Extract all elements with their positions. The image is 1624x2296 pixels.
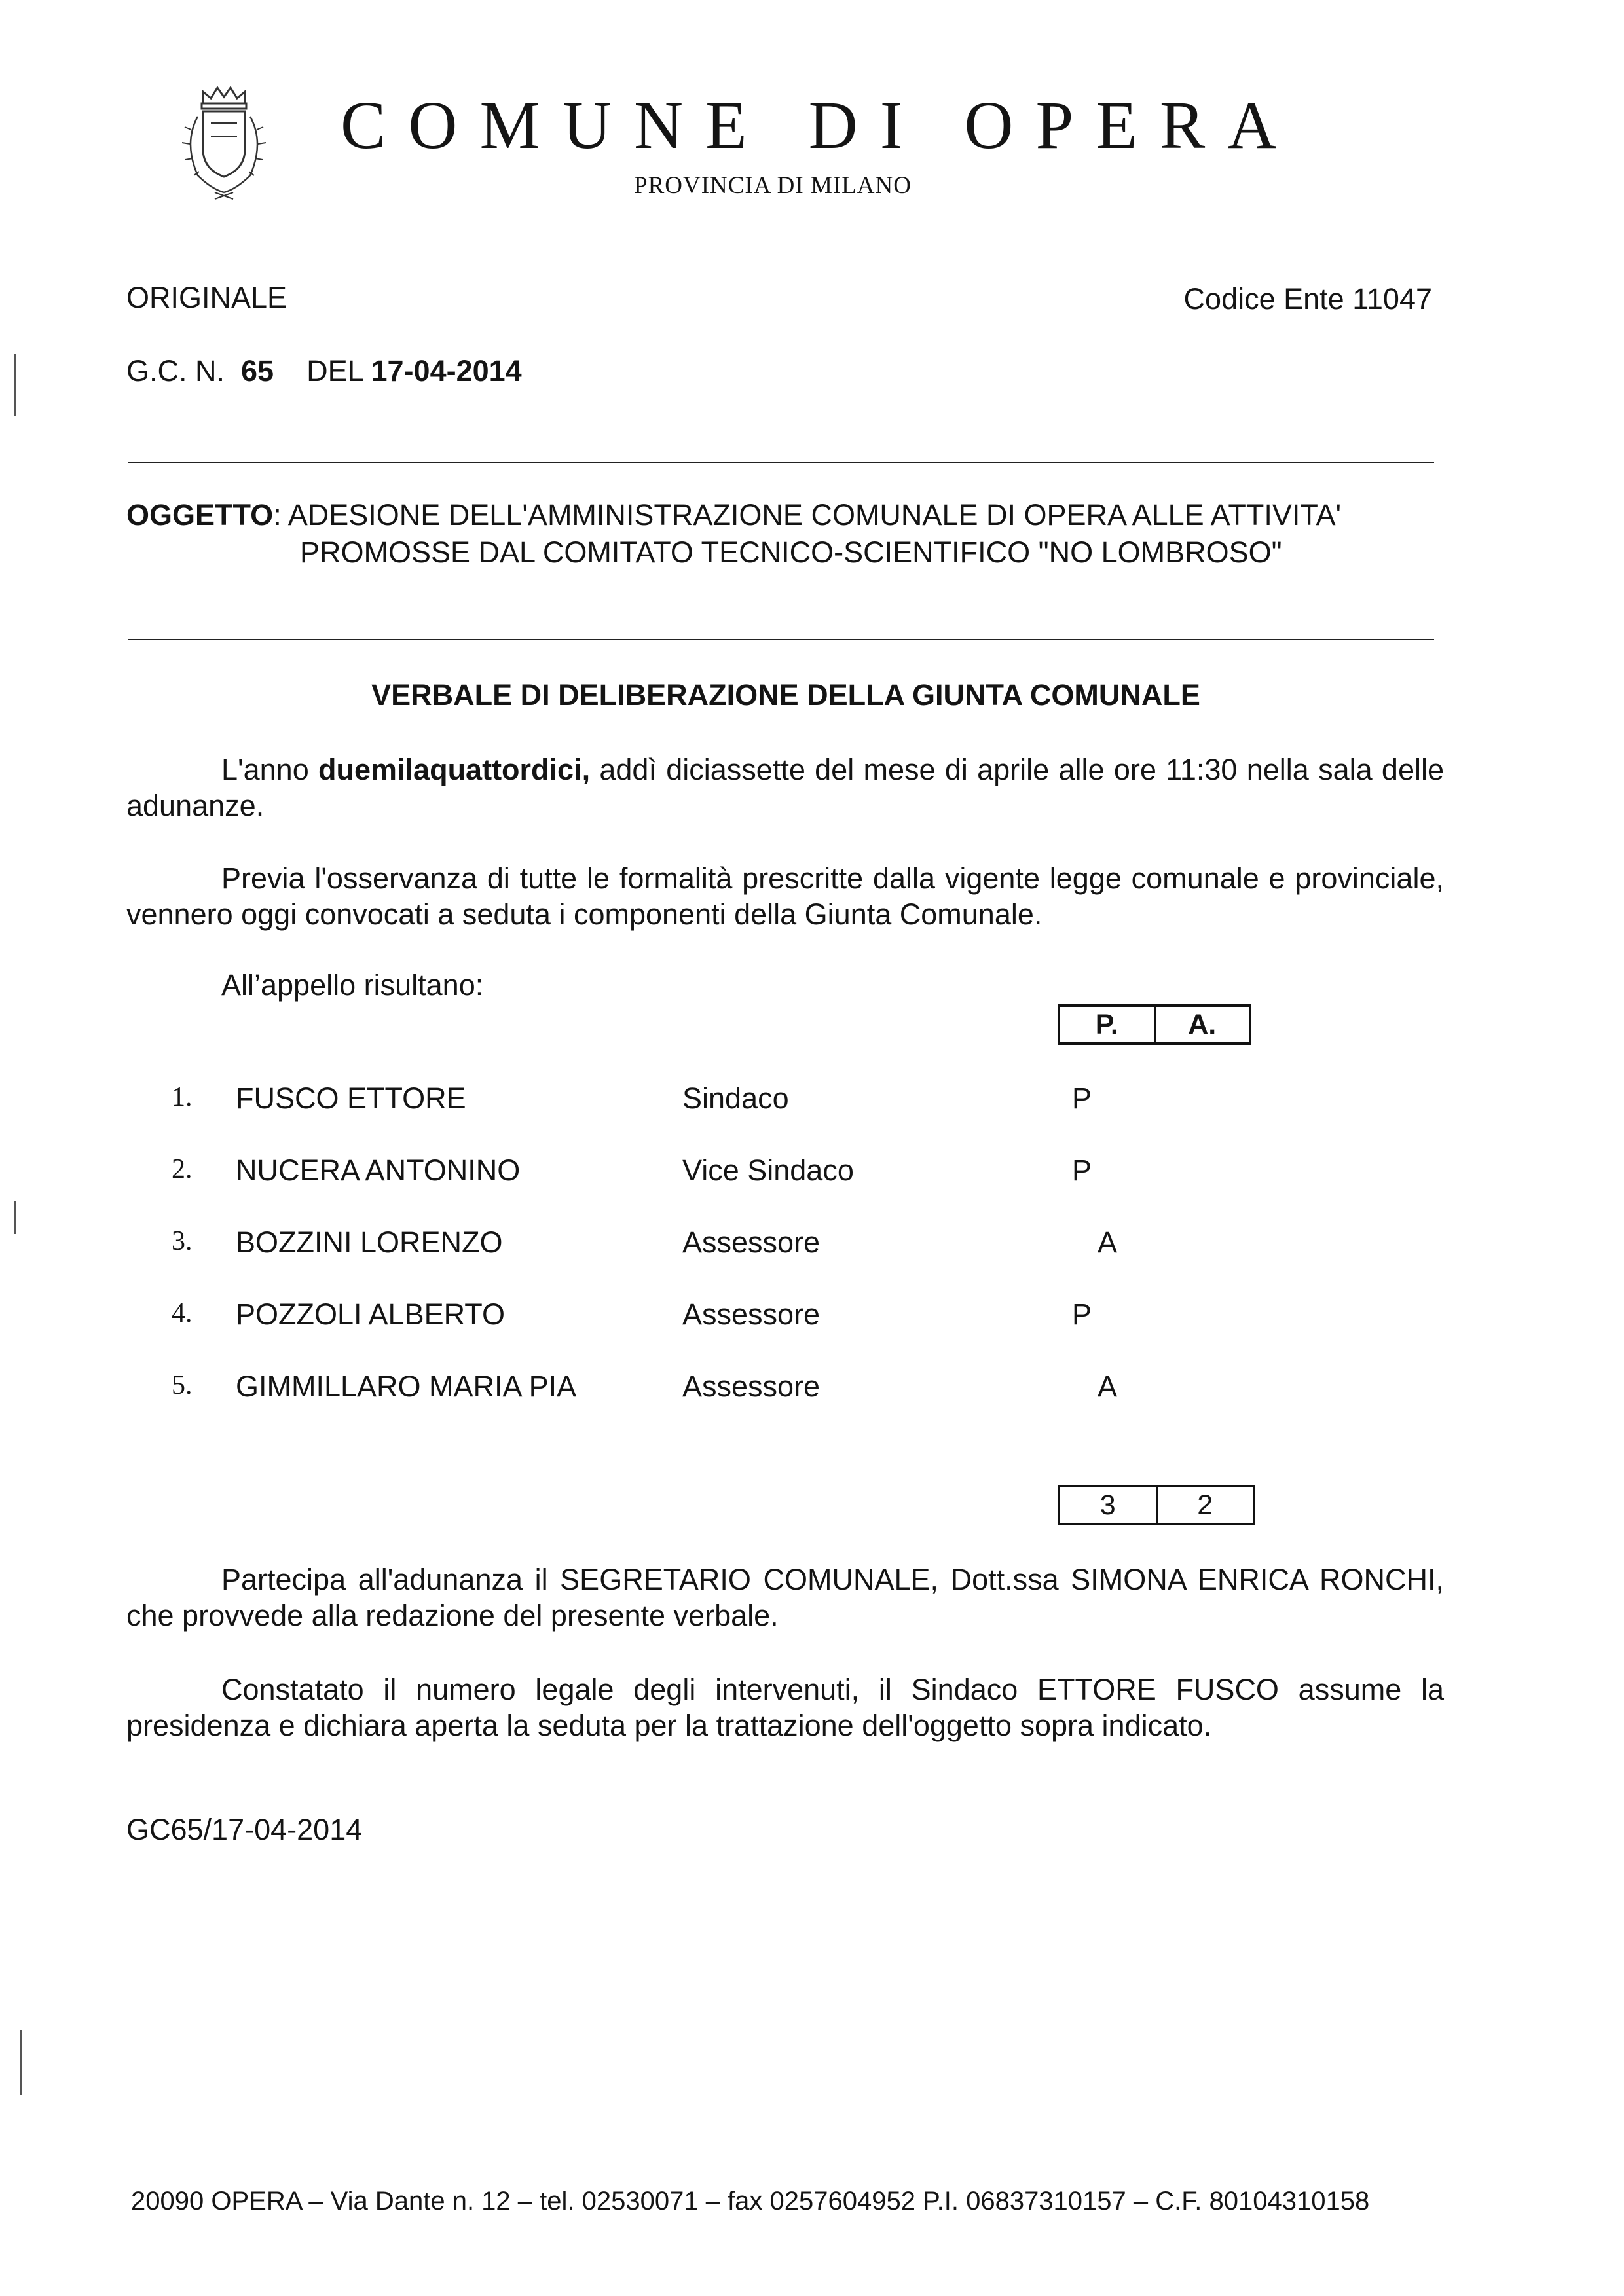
divider	[128, 639, 1434, 640]
member-name: GIMMILLARO MARIA PIA	[236, 1370, 577, 1403]
present-column-header: P.	[1060, 1007, 1156, 1042]
scan-margin-mark	[14, 1201, 16, 1234]
para2-text: Previa l'osservanza di tutte le formalità prescritte dalla vigente legge comunale e provinciale, vennero oggi convocati a seduta i componenti della Giunta Comunale.	[126, 862, 1444, 931]
deliberation-reference	[126, 354, 522, 389]
gc-prefix: G.C. N.	[126, 354, 225, 388]
member-name: FUSCO ETTORE	[236, 1082, 466, 1115]
subject-label: OGGETTO	[126, 498, 274, 532]
codice-ente: Codice Ente 11047	[1183, 282, 1432, 316]
member-number: 1.	[172, 1082, 193, 1112]
member-role: Assessore	[682, 1226, 821, 1259]
municipal-crest-icon	[172, 84, 276, 200]
member-row	[0, 1154, 1572, 1193]
member-role: Vice Sindaco	[682, 1154, 854, 1187]
member-status: P	[1072, 1154, 1092, 1187]
copy-type-label: ORIGINALE	[126, 281, 287, 314]
total-absent: 2	[1197, 1489, 1213, 1521]
member-number: 4.	[172, 1298, 193, 1328]
town-title: COMUNE DI OPERA	[341, 88, 1299, 163]
footer-address: 20090 OPERA – Via Dante n. 12 – tel. 02530071 – fax 0257604952 P.I. 06837310157 – C.F. 80104310158	[131, 2187, 1370, 2215]
member-status: P	[1072, 1298, 1092, 1331]
scan-margin-mark	[14, 354, 16, 416]
subject-text-1: ADESIONE DELL'AMMINISTRAZIONE COMUNALE DI OPERA ALLE ATTIVITA'	[287, 498, 1342, 532]
year-in-words: duemilaquattordici,	[318, 753, 591, 786]
member-number: 2.	[172, 1154, 193, 1184]
member-role: Assessore	[682, 1298, 821, 1331]
member-number: 5.	[172, 1370, 193, 1400]
paragraph-secretary	[126, 1561, 1444, 1633]
attendance-totals-box	[1058, 1485, 1255, 1525]
member-status: P	[1072, 1082, 1092, 1115]
subject-line-1: OGGETTO: ADESIONE DELL'AMMINISTRAZIONE COMUNALE DI OPERA ALLE ATTIVITA'	[126, 498, 1342, 532]
roll-call-label: All’appello risultano:	[221, 968, 484, 1002]
deliberation-date: 17-04-2014	[371, 354, 522, 388]
member-status: A	[1098, 1226, 1118, 1259]
para1-text-b: addì diciassette del mese di aprile alle ore 11:30 nella sala delle adunanze.	[126, 753, 1444, 822]
para5-text: Partecipa all'adunanza il SEGRETARIO COMUNALE, Dott.ssa SIMONA ENRICA RONCHI, che provvede alla redazione del presente verbale.	[126, 1563, 1444, 1632]
para1-text-a: L'anno	[221, 753, 319, 786]
verbale-title: VERBALE DI DELIBERAZIONE DELLA GIUNTA COMUNALE	[371, 678, 1200, 712]
gc-number: 65	[241, 354, 274, 388]
member-name: BOZZINI LORENZO	[236, 1226, 503, 1259]
member-name: NUCERA ANTONINO	[236, 1154, 521, 1187]
total-present: 3	[1060, 1487, 1158, 1523]
attendance-header-box	[1058, 1004, 1251, 1045]
member-row	[0, 1082, 1572, 1121]
absent-column-header: A.	[1188, 1008, 1217, 1040]
paragraph-convocation	[126, 860, 1444, 932]
member-row	[0, 1298, 1572, 1337]
province-name: PROVINCIA DI MILANO	[634, 172, 912, 199]
paragraph-quorum	[126, 1671, 1444, 1743]
document-code: GC65/17-04-2014	[126, 1813, 363, 1846]
subject-text-2: PROMOSSE DAL COMITATO TECNICO-SCIENTIFICO "NO LOMBROSO"	[300, 536, 1282, 569]
member-row	[0, 1370, 1572, 1409]
del-label: DEL	[306, 354, 363, 388]
member-status: A	[1098, 1370, 1118, 1403]
member-role: Assessore	[682, 1370, 821, 1403]
member-name: POZZOLI ALBERTO	[236, 1298, 505, 1331]
member-row	[0, 1226, 1572, 1265]
para6-text: Constatato il numero legale degli intervenuti, il Sindaco ETTORE FUSCO assume la presidenza e dichiara aperta la seduta per la trattazione dell'oggetto sopra indicato.	[126, 1673, 1444, 1742]
paragraph-date	[126, 752, 1444, 824]
member-role: Sindaco	[682, 1082, 789, 1115]
member-number: 3.	[172, 1226, 193, 1256]
scan-margin-mark	[20, 2030, 22, 2095]
divider	[128, 462, 1434, 463]
